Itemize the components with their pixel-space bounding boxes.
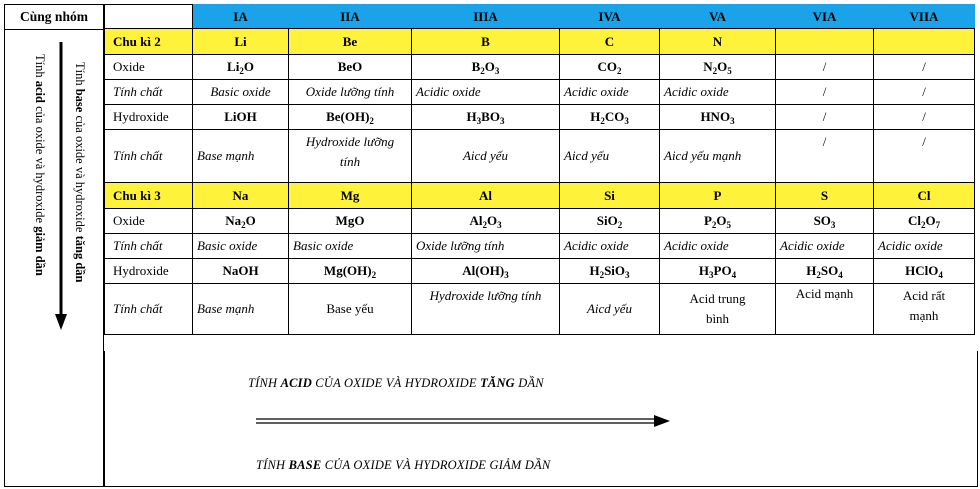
property-cell: Basic oxide — [289, 234, 412, 259]
property-cell: Hydroxide lưỡng tính — [412, 284, 560, 335]
property-cell: Acidic oxide — [560, 80, 660, 105]
row-label: Tính chất — [105, 80, 193, 105]
formula-cell: LiOH — [193, 105, 289, 130]
formula-cell: / — [874, 105, 975, 130]
property-cell: Base yếu — [289, 284, 412, 335]
base-trend-vertical-label — [73, 62, 87, 283]
vt-base-mid: của oxide và hydroxide — [73, 112, 87, 236]
h-base-post: CỦA OXIDE VÀ HYDROXIDE GIẢM DẦN — [321, 458, 551, 472]
h-acid-mid: CỦA OXIDE VÀ HYDROXIDE — [311, 376, 481, 390]
group-header: IIA — [289, 5, 412, 29]
formula-cell: $H_2SO_4$ — [776, 259, 874, 284]
property-cell: Acidic oxide — [660, 80, 776, 105]
property-cell: Acid rất mạnh — [874, 284, 975, 335]
vt-acid-b2: giảm dần — [33, 226, 47, 276]
property-cell: Hydroxide lưỡng tính — [289, 130, 412, 183]
formula-cell: $Na_2O$ — [193, 209, 289, 234]
element-cell: P — [660, 183, 776, 209]
period-label: Chu kì 3 — [105, 183, 193, 209]
formula-cell: $CO_2$ — [560, 55, 660, 80]
formula-cell: $P_2O_5$ — [660, 209, 776, 234]
h-acid-b2: TĂNG — [480, 376, 515, 390]
element-cell: Li — [193, 29, 289, 55]
element-cell: N — [660, 29, 776, 55]
row-label: Oxide — [105, 55, 193, 80]
property-cell: Base mạnh — [193, 284, 289, 335]
formula-cell: HClO$_4$ — [874, 259, 975, 284]
header-corner — [105, 5, 193, 29]
property-cell: / — [776, 130, 874, 183]
vt-acid-b1: acid — [33, 80, 47, 103]
formula-cell: / — [776, 105, 874, 130]
row-label: Oxide — [105, 209, 193, 234]
row-label: Tính chất — [105, 234, 193, 259]
group-header: VA — [660, 5, 776, 29]
formula-cell: / — [874, 55, 975, 80]
property-cell: Oxide lưỡng tính — [289, 80, 412, 105]
property-cell: / — [874, 130, 975, 183]
formula-cell: $Al(OH)_3$ — [412, 259, 560, 284]
h-acid-post: DẦN — [514, 376, 544, 390]
vt-base-pre: Tính — [73, 62, 87, 89]
property-cell: / — [874, 80, 975, 105]
formula-cell: / — [776, 55, 874, 80]
right-arrow-icon — [256, 414, 670, 428]
group-trend-column — [4, 4, 104, 487]
formula-cell: $B_2O_3$ — [412, 55, 560, 80]
period-2-oxide-property-row — [105, 80, 975, 105]
formula-cell: SiO$_2$ — [560, 209, 660, 234]
property-cell: Acidic oxide — [776, 234, 874, 259]
property-cell: Acid trung bình — [660, 284, 776, 335]
element-cell: Na — [193, 183, 289, 209]
element-cell: Al — [412, 183, 560, 209]
property-cell: Aicd yếu — [560, 130, 660, 183]
period-3-hydroxide-row — [105, 259, 975, 284]
formula-cell: $H_2CO_3$ — [560, 105, 660, 130]
group-header-row — [105, 5, 975, 29]
formula-cell: $HNO_3$ — [660, 105, 776, 130]
element-cell: Cl — [874, 183, 975, 209]
property-cell: Acidic oxide — [412, 80, 560, 105]
acid-trend-vertical-label — [33, 54, 47, 276]
row-label: Hydroxide — [105, 259, 193, 284]
period-label: Chu kì 2 — [105, 29, 193, 55]
element-cell: B — [412, 29, 560, 55]
property-cell: Base mạnh — [193, 130, 289, 183]
formula-cell: $Mg(OH)_2$ — [289, 259, 412, 284]
corner-title: Cùng nhóm — [5, 4, 103, 30]
property-cell: Aicd yếu — [560, 284, 660, 335]
formula-cell: MgO — [289, 209, 412, 234]
row-label: Hydroxide — [105, 105, 193, 130]
vt-base-b2: tăng dần — [73, 235, 87, 283]
element-cell — [874, 29, 975, 55]
formula-cell: $H_3BO_3$ — [412, 105, 560, 130]
vt-acid-pre: Tính — [33, 54, 47, 81]
h-acid-pre: TÍNH — [248, 376, 281, 390]
element-cell: Si — [560, 183, 660, 209]
element-cell: S — [776, 183, 874, 209]
element-cell: Be — [289, 29, 412, 55]
element-cell: Mg — [289, 183, 412, 209]
group-header: IA — [193, 5, 289, 29]
formula-cell: $H_3PO_4$ — [660, 259, 776, 284]
formula-cell: $SO_3$ — [776, 209, 874, 234]
formula-cell: BeO — [289, 55, 412, 80]
property-cell: Aicd yếu mạnh — [660, 130, 776, 183]
property-cell: Acidic oxide — [660, 234, 776, 259]
group-header: VIA — [776, 5, 874, 29]
h-acid-b1: ACID — [280, 376, 312, 390]
property-cell: Acidic oxide — [874, 234, 975, 259]
formula-cell: $Al_2O_3$ — [412, 209, 560, 234]
period-2-hydroxide-property-row — [105, 130, 975, 183]
h-base-pre: TÍNH — [256, 458, 289, 472]
oxide-hydroxide-table — [104, 4, 975, 335]
formula-cell: $Be(OH)_2$ — [289, 105, 412, 130]
period-3-oxide-property-row — [105, 234, 975, 259]
property-cell: Aicd yếu — [412, 130, 560, 183]
group-header: VIIA — [874, 5, 975, 29]
acid-trend-horizontal-label — [248, 376, 544, 391]
row-label: Tính chất — [105, 130, 193, 183]
down-arrow-icon — [53, 42, 69, 330]
property-cell: Acid mạnh — [776, 284, 874, 335]
element-cell — [776, 29, 874, 55]
vt-acid-mid: của oxide và hydroxide — [33, 102, 47, 227]
period-2-oxide-row — [105, 55, 975, 80]
group-header: IVA — [560, 5, 660, 29]
period-3-hydroxide-property-row — [105, 284, 975, 335]
property-cell: Basic oxide — [193, 234, 289, 259]
formula-cell: $N_2O_5$ — [660, 55, 776, 80]
group-header: IIIA — [412, 5, 560, 29]
property-cell: Oxide lưỡng tính — [412, 234, 560, 259]
period-2-hydroxide-row — [105, 105, 975, 130]
period-2-row — [105, 29, 975, 55]
period-3-row — [105, 183, 975, 209]
row-label: Tính chất — [105, 284, 193, 335]
formula-cell: $Li_2O$ — [193, 55, 289, 80]
element-cell: C — [560, 29, 660, 55]
period-3-oxide-row — [105, 209, 975, 234]
formula-cell: $Cl_2O_7$ — [874, 209, 975, 234]
vt-base-b1: base — [73, 88, 87, 113]
formula-cell: NaOH — [193, 259, 289, 284]
base-trend-horizontal-label — [256, 458, 550, 473]
property-cell: / — [776, 80, 874, 105]
h-base-b1: BASE — [288, 458, 322, 472]
property-cell: Basic oxide — [193, 80, 289, 105]
property-cell: Acidic oxide — [560, 234, 660, 259]
formula-cell: $H_2SiO_3$ — [560, 259, 660, 284]
